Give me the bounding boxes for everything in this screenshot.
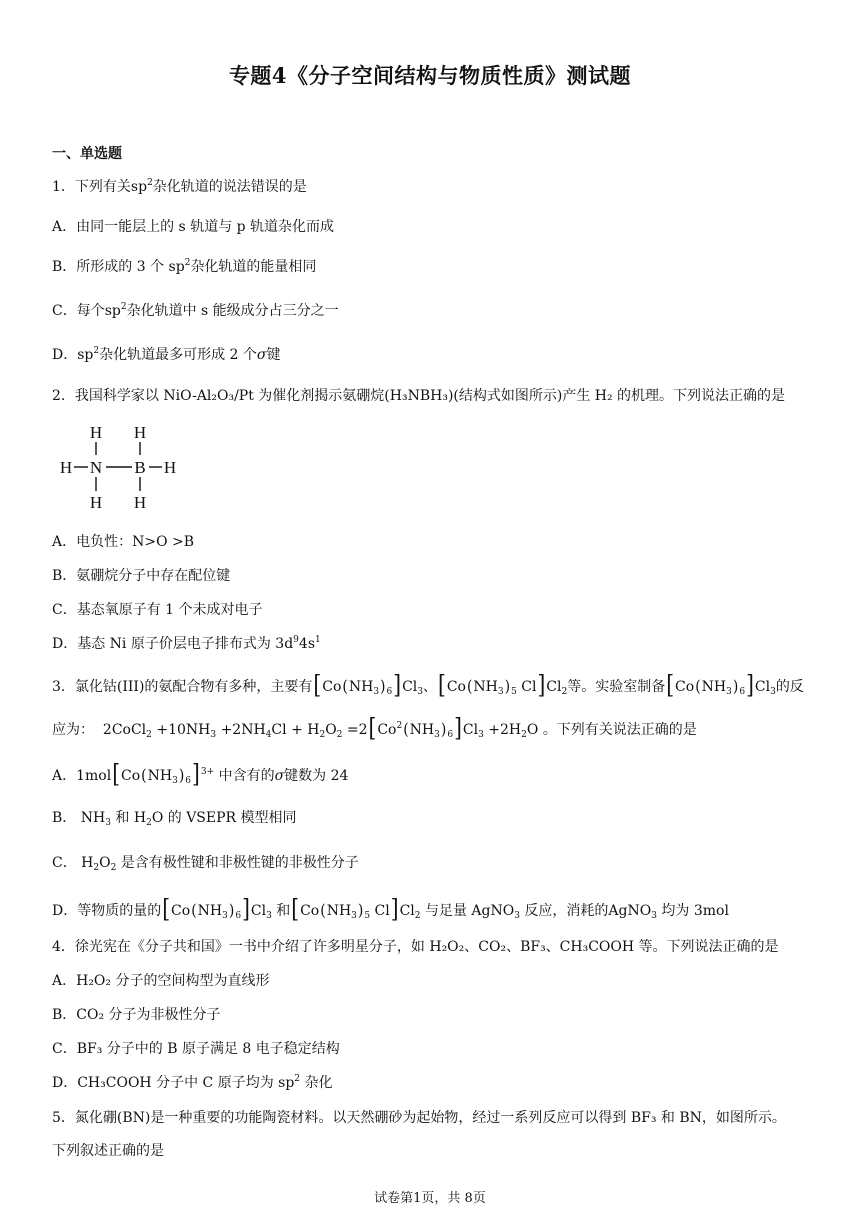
- ammonia-borane-structure: [56, 420, 186, 515]
- struct-atom-h: H: [133, 423, 147, 442]
- struct-bonds: [74, 442, 162, 491]
- q4-option-d: D．CH₃COOH 分子中 C 原子均为 $sp^2$ 杂化: [52, 1074, 333, 1091]
- page-title: 专题4《分子空间结构与物质性质》测试题: [228, 63, 632, 88]
- struct-atom-h: H: [89, 423, 103, 442]
- struct-atom-h: H: [59, 458, 73, 477]
- q3-option-a: A．$1mol[Co(NH_3)_6]^{3+}$ 中含有的σ键数为 24: [52, 758, 349, 788]
- struct-atom-h: H: [163, 458, 177, 477]
- q2-option-b: B．氨硼烷分子中存在配位键: [52, 568, 231, 584]
- struct-atom-h: H: [89, 493, 103, 512]
- section-heading: 一、单选题: [52, 146, 122, 162]
- q4-option-a: A．H₂O₂ 分子的空间构型为直线形: [52, 973, 270, 989]
- q4-option-c: C．BF₃ 分子中的 B 原子满足 8 电子稳定结构: [52, 1041, 340, 1057]
- q1-option-d: D．$sp^2$杂化轨道最多可形成 2 个σ键: [52, 346, 281, 363]
- q2-option-a: A．电负性：N>O >B: [52, 534, 195, 550]
- q3-option-c: C． $H_2O_2$ 是含有极性键和非极性键的非极性分子: [52, 855, 359, 873]
- q4-stem: 4．徐光宪在《分子共和国》一书中介绍了许多明星分子，如 H₂O₂、CO₂、BF₃、CH₃COOH 等。下列说法正确的是: [52, 939, 779, 955]
- q2-option-c: C．基态氧原子有 1 个未成对电子: [52, 602, 263, 618]
- q3-stem-line1: 3．氯化钴(III)的氨配合物有多种，主要有$[Co(NH_3)_6]Cl_3$、[$Co(NH_3)_5$ $Cl]Cl_2$等。实验室制备$[Co(NH_3)_6]Cl_3$的反: [52, 669, 804, 699]
- struct-atom-b: B: [134, 458, 146, 477]
- q1-option-a: A．由同一能层上的 s 轨道与 p 轨道杂化而成: [52, 219, 335, 235]
- q1-stem: 1．下列有关$sp^2$杂化轨道的说法错误的是: [52, 178, 307, 195]
- page-footer: 试卷第1页，共 8页: [374, 1191, 486, 1206]
- q2-stem: 2．我国科学家以 NiO-Al₂O₃/Pt 为催化剂揭示氨硼烷(H₃NBH₃)(结构式如图所示)产生 H₂ 的机理。下列说法正确的是: [52, 388, 786, 404]
- q5-stem: 5．氮化硼(BN)是一种重要的功能陶瓷材料。以天然硼砂为起始物，经过一系列反应可以得到 BF₃ 和 BN，如图所示。: [52, 1110, 786, 1126]
- q3-stem-line2: 应为： 2CoCl$_2$ $+10NH_3 +2NH_4Cl + H_2O_2 =2[Co^2(NH_3)_6]Cl_3 +2H_2O$ 。下列有关说法正确的是: [52, 712, 697, 742]
- q1-option-b: B．所形成的 3 个 $sp^2$杂化轨道的能量相同: [52, 258, 317, 275]
- q1-option-c: C．每个$sp^2$杂化轨道中 s 能级成分占三分之一: [52, 302, 339, 319]
- q3-option-d: D．等物质的量的$[Co(NH_3)_6]Cl_3$ 和[$Co(NH_3)_5$ $Cl]Cl_2$ 与足量 AgNO$_3$ 反应，消耗的AgNO$_3$ 均为 3mol: [52, 893, 729, 923]
- struct-atom-h: H: [133, 493, 147, 512]
- q5-stem-cont: 下列叙述正确的是: [52, 1143, 164, 1159]
- struct-atom-n: N: [89, 458, 103, 477]
- q4-option-b: B．CO₂ 分子为非极性分子: [52, 1007, 221, 1023]
- q2-option-d: D．基态 Ni 原子价层电子排布式为 $3d^94s^1$: [52, 635, 321, 652]
- q3-option-b: B． $NH_3$ 和 $H_2O$ 的 VSEPR 模型相同: [52, 810, 297, 828]
